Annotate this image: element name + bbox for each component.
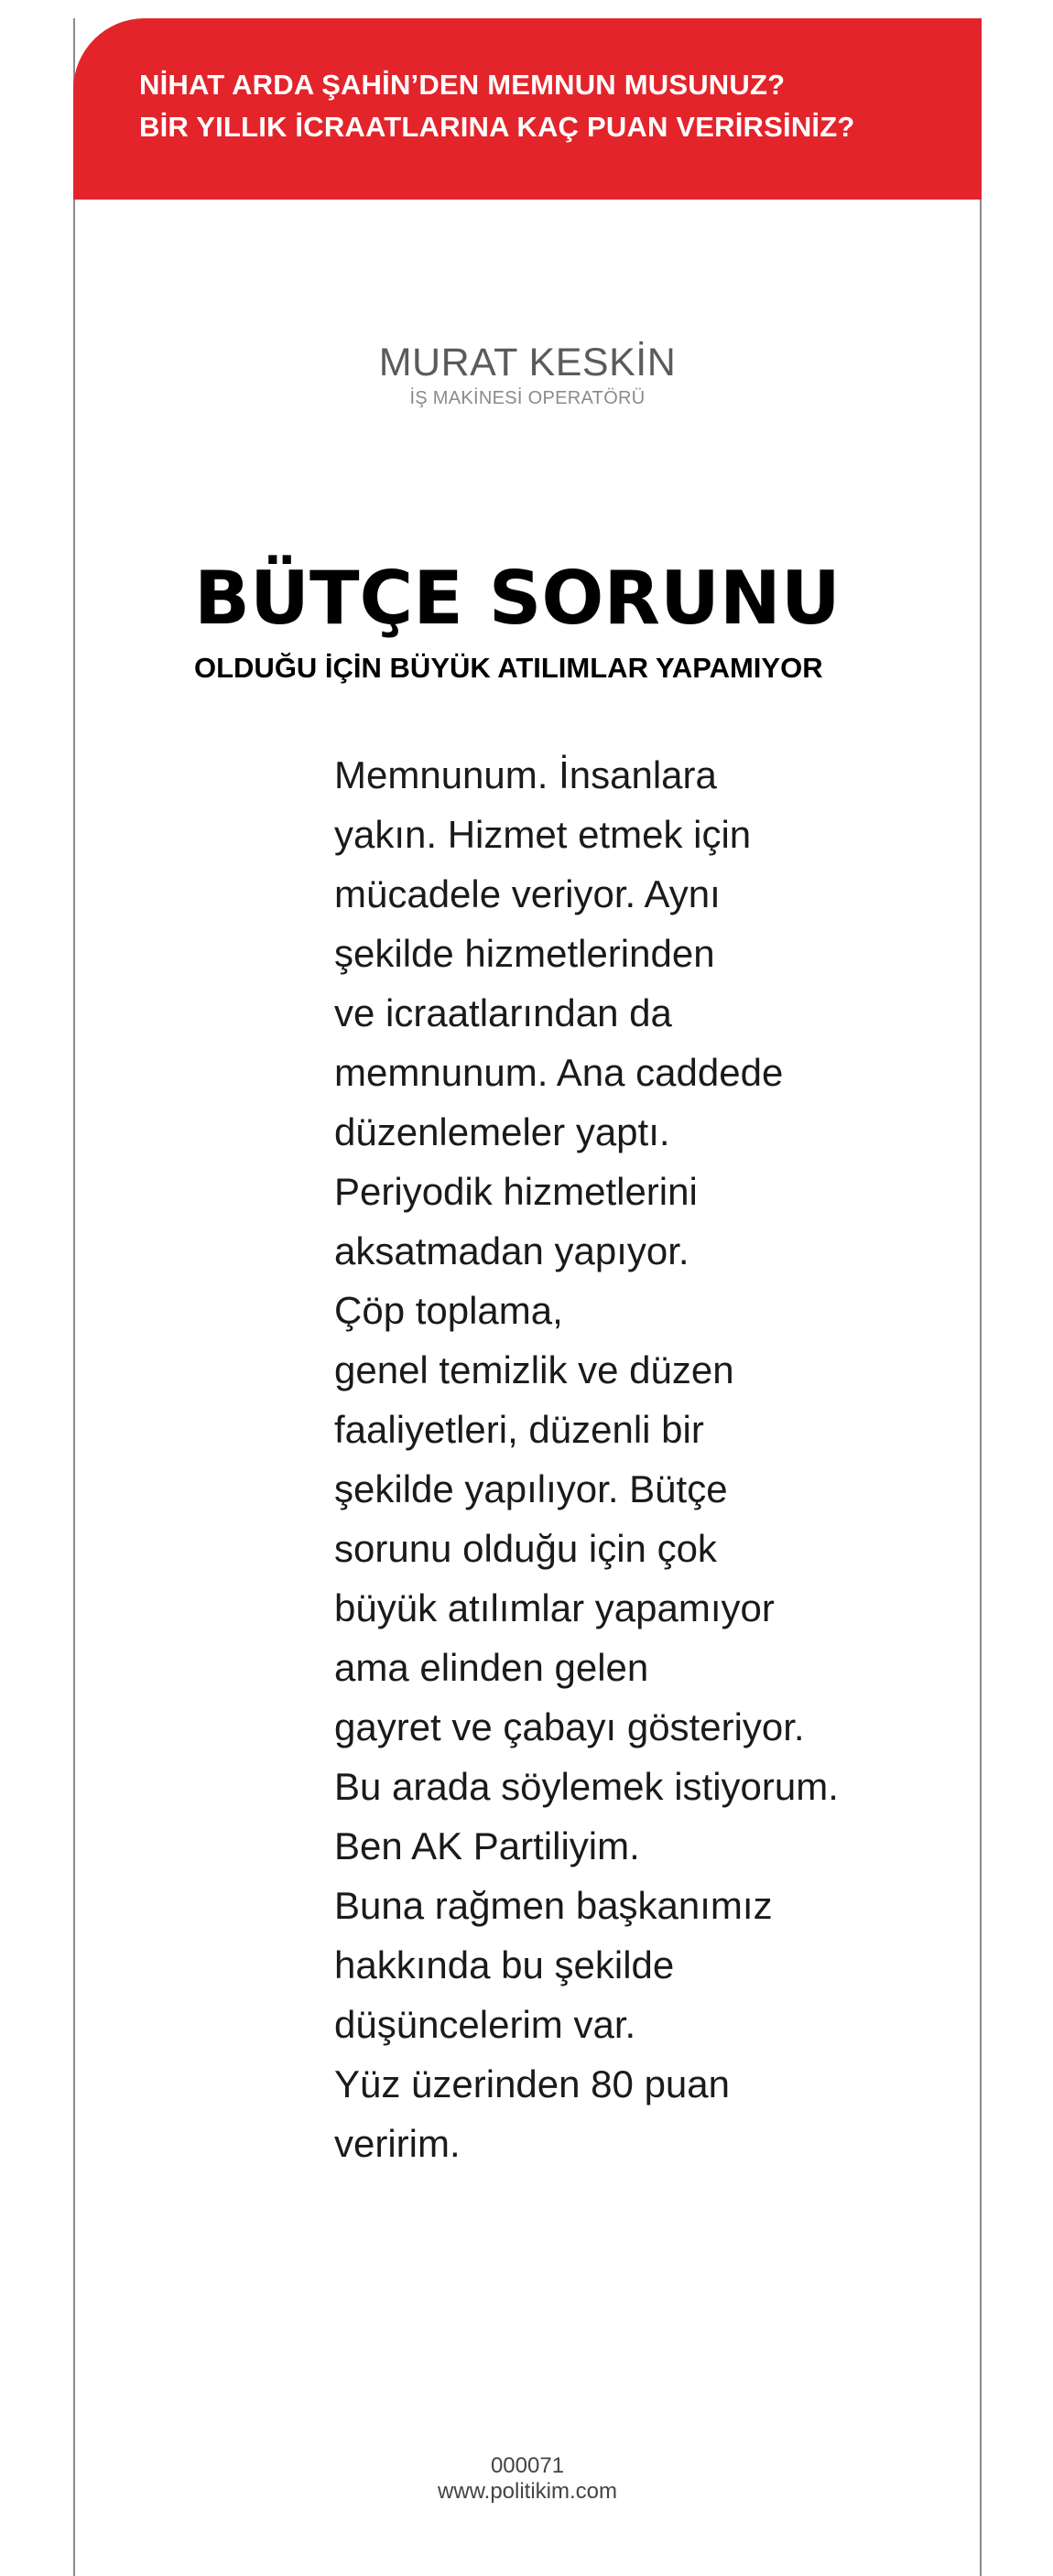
respondent-info — [73, 339, 982, 410]
article-headline: BÜTÇE SORUNU — [194, 556, 841, 641]
article-subheadline: OLDUĞU İÇİN BÜYÜK ATILIMLAR YAPAMIYOR — [194, 652, 823, 684]
body-line: gayret ve çabayı gösteriyor. — [334, 1705, 805, 1748]
article-body — [334, 745, 884, 2173]
body-line: genel temizlik ve düzen — [334, 1348, 734, 1391]
body-line: Memnunum. İnsanlara — [334, 753, 717, 796]
body-line: memnunum. Ana caddede — [334, 1051, 784, 1094]
body-line: ve icraatlarından da — [334, 991, 672, 1034]
respondent-occupation: İŞ MAKİNESİ OPERATÖRÜ — [409, 388, 646, 408]
banner-question-line-2: BİR YILLIK İCRAATLARINA KAÇ PUAN VERİRSİNİZ? — [139, 111, 855, 143]
body-line: ama elinden gelen — [334, 1646, 649, 1689]
body-line: şekilde yapılıyor. Bütçe — [334, 1467, 728, 1510]
body-line: aksatmadan yapıyor. — [334, 1229, 689, 1272]
body-line: Çöp toplama, — [334, 1289, 563, 1332]
body-line: büyük atılımlar yapamıyor — [334, 1586, 775, 1629]
body-line: hakkında bu şekilde — [334, 1943, 675, 1986]
body-line: Periyodik hizmetlerini — [334, 1170, 698, 1213]
banner-question-line-1: NİHAT ARDA ŞAHİN’DEN MEMNUN MUSUNUZ? — [139, 69, 786, 101]
body-line: Buna rağmen başkanımız — [334, 1884, 773, 1927]
page-number: 000071 — [490, 2453, 565, 2478]
website-link[interactable]: www.politikim.com — [437, 2479, 618, 2504]
body-line: faaliyetleri, düzenli bir — [334, 1408, 704, 1451]
body-line: Ben AK Partiliyim. — [334, 1824, 640, 1867]
body-line: Yüz üzerinden 80 puan — [334, 2062, 730, 2105]
body-line: mücadele veriyor. Aynı — [334, 872, 721, 915]
body-line: Bu arada söylemek istiyorum. — [334, 1765, 839, 1808]
body-line: veririm. — [334, 2122, 461, 2165]
body-line: düzenlemeler yaptı. — [334, 1110, 670, 1153]
body-line: şekilde hizmetlerinden — [334, 932, 715, 975]
page-footer — [73, 2453, 982, 2505]
respondent-name: MURAT KESKİN — [378, 341, 677, 384]
body-line: düşüncelerim var. — [334, 2003, 636, 2046]
question-banner — [73, 18, 982, 200]
body-line: yakın. Hizmet etmek için — [334, 813, 752, 856]
body-line: sorunu olduğu için çok — [334, 1527, 717, 1570]
